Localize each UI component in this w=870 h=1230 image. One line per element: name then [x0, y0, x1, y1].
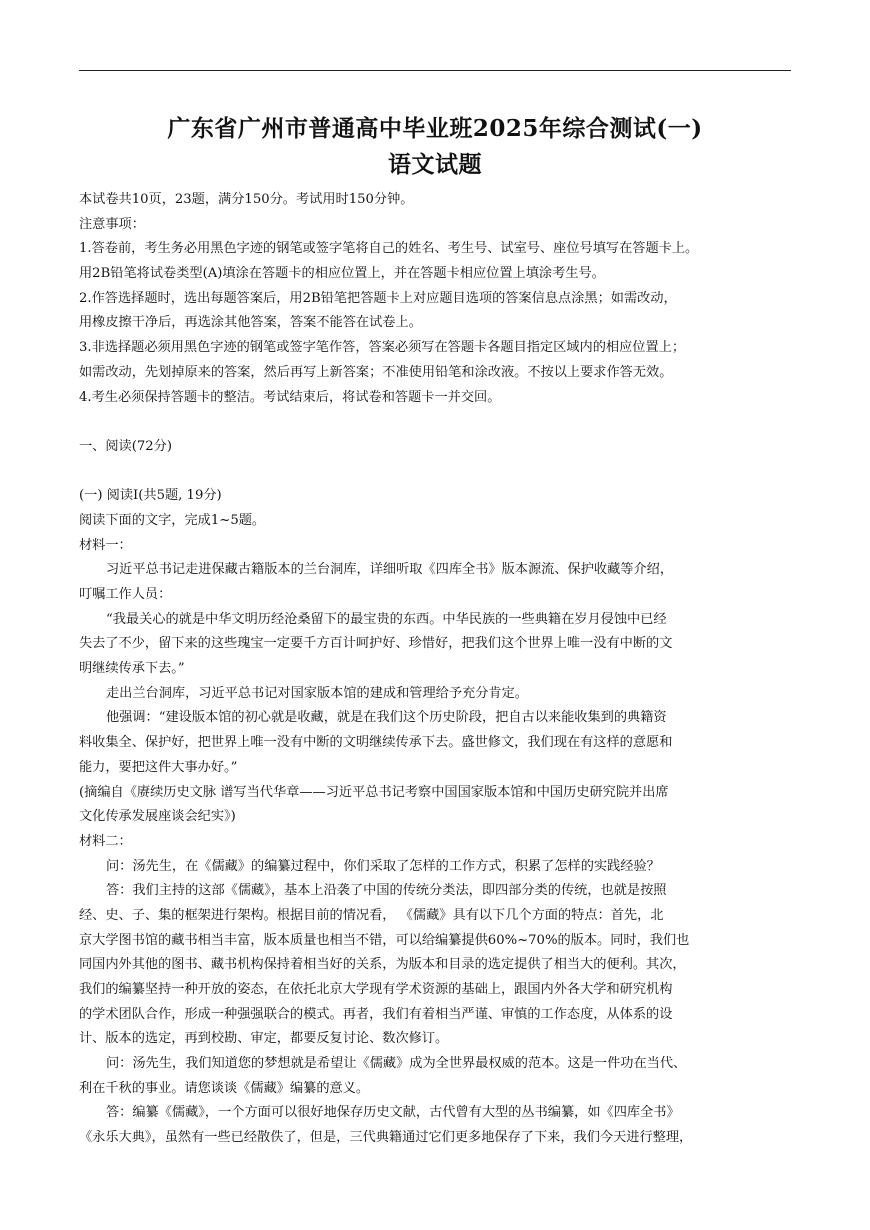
- text-line: 经、史、子、集的框架进行架构。根据目前的情况看， 《儒藏》具有以下几个方面的特点：首先，北: [79, 907, 664, 923]
- text-line: 叮嘱工作人员：: [79, 587, 172, 602]
- text-line: 明继续传承下去。”: [79, 661, 185, 677]
- text-line: 答：编纂《儒藏》，一个方面可以很好地保存历史文献，古代曾有大型的丛书编纂，如《四库全书》: [106, 1105, 680, 1121]
- text-line: 走出兰台洞库，习近平总书记对国家版本馆的建成和管理给予充分肯定。: [106, 685, 528, 701]
- text-line: “我最关心的就是中华文明历经沧桑留下的最宝贵的东西。中华民族的一些典籍在岁月侵蚀中已经: [106, 611, 667, 627]
- text-line: 他强调：“建设版本馆的初心就是收藏，就是在我们这个历史阶段，把自古以来能收集到的典籍资: [106, 710, 667, 726]
- notice-heading: 注意事项：: [79, 216, 145, 232]
- exam-intro: 本试卷共10页，23题，满分150分。考试用时150分钟。: [79, 192, 414, 207]
- document-body: [79, 188, 799, 1151]
- material1-text: [79, 558, 799, 830]
- spacer: [79, 410, 799, 435]
- text-line: 文化传承发展座谈会纪实》): [79, 809, 236, 825]
- subject-title: 语文试题: [388, 151, 482, 178]
- text-line: 2.作答选择题时，选出每题答案后，用2B铅笔把答题卡上对应题目选项的答案信息点涂黑；如需改动，: [79, 290, 677, 306]
- material2-label: 材料二：: [79, 833, 132, 849]
- header-rule: [79, 70, 791, 71]
- text-line: 计、版本的选定，再到校勘、审定，都要反复讨论、数次修订。: [79, 1031, 449, 1047]
- text-line: 《永乐大典》，虽然有一些已经散佚了，但是，三代典籍通过它们更多地保存了下来，我们今天进行整理，: [79, 1130, 693, 1146]
- exam-title: 广东省广州市普通高中毕业班2025年综合测试(一): [167, 115, 703, 142]
- text-line: 问：汤先生，在《儒藏》的编纂过程中，你们采取了怎样的工作方式，积累了怎样的实践经验？: [106, 858, 660, 874]
- text-line: 问：汤先生，我们知道您的梦想就是希望让《儒藏》成为全世界最权威的范本。这是一件功在当代、: [106, 1056, 687, 1072]
- subsection-heading: (一) 阅读Ⅰ(共5题, 19分): [79, 488, 222, 504]
- text-line: 用橡皮擦干净后，再选涂其他答案，答案不能答在试卷上。: [79, 315, 422, 331]
- section-heading: 一、阅读(72分): [79, 438, 173, 454]
- text-line: 3.非选择题必须用黑色字迹的钢笔或签字笔作答，答案必须写在答题卡各题目指定区域内的相应位置上；: [79, 340, 686, 356]
- text-line: 料收集全、保护好，把世界上唯一没有中断的文明继续传承下去。盛世修文，我们现在有这样的意愿和: [79, 735, 673, 751]
- text-line: 习近平总书记走进保藏古籍版本的兰台洞库，详细听取《四库全书》版本源流、保护收藏等介绍，: [106, 562, 674, 578]
- text-line: (摘编自《赓续历史文脉 谱写当代华章——习近平总书记考察中国国家版本馆和中国历史研究院并出席: [79, 784, 669, 800]
- text-line: 1.答卷前，考生务必用黑色字迹的钢笔或签字笔将自己的姓名、考生号、试室号、座位号填写在答题卡上。: [79, 241, 699, 257]
- text-line: 用2B铅笔将试卷类型(A)填涂在答题卡的相应位置上，并在答题卡相应位置上填涂考生号。: [79, 266, 605, 282]
- text-line: 失去了不少，留下来的这些瑰宝一定要千方百计呵护好、珍惜好，把我们这个世界上唯一没有中断的文: [79, 636, 673, 652]
- material2-text: [79, 855, 799, 1151]
- material1-label: 材料一：: [79, 537, 132, 553]
- reading-instruction: 阅读下面的文字，完成1~5题。: [79, 512, 266, 528]
- text-line: 答：我们主持的这部《儒藏》，基本上沿袭了中国的传统分类法，即四部分类的传统，也就是按照: [106, 883, 667, 899]
- text-line: 4.考生必须保持答题卡的整洁。考试结束后，将试卷和答题卡一并交回。: [79, 389, 501, 405]
- text-line: 京大学图书馆的藏书相当丰富，版本质量也相当不错，可以给编纂提供60%~70%的版本。同时，我们也: [79, 932, 690, 948]
- notice-list: [79, 237, 799, 410]
- spacer: [79, 460, 799, 485]
- text-line: 利在千秋的事业。请您谈谈《儒藏》编纂的意义。: [79, 1080, 370, 1096]
- text-line: 同国内外其他的图书、藏书机构保持着相当好的关系，为版本和目录的选定提供了相当大的便利。其次，: [79, 957, 686, 973]
- text-line: 能力，要把这件大事办好。”: [79, 759, 238, 775]
- text-line: 我们的编纂坚持一种开放的姿态，在依托北京大学现有学术资源的基础上，跟国内外各大学和研究机构: [79, 982, 673, 997]
- text-line: 的学术团队合作，形成一种强强联合的模式。再者，我们有着相当严谨、审慎的工作态度，从体系的设: [79, 1006, 673, 1022]
- text-line: 如需改动，先划掉原来的答案，然后再写上新答案；不准使用铅笔和涂改液。不按以上要求作答无效。: [79, 364, 673, 380]
